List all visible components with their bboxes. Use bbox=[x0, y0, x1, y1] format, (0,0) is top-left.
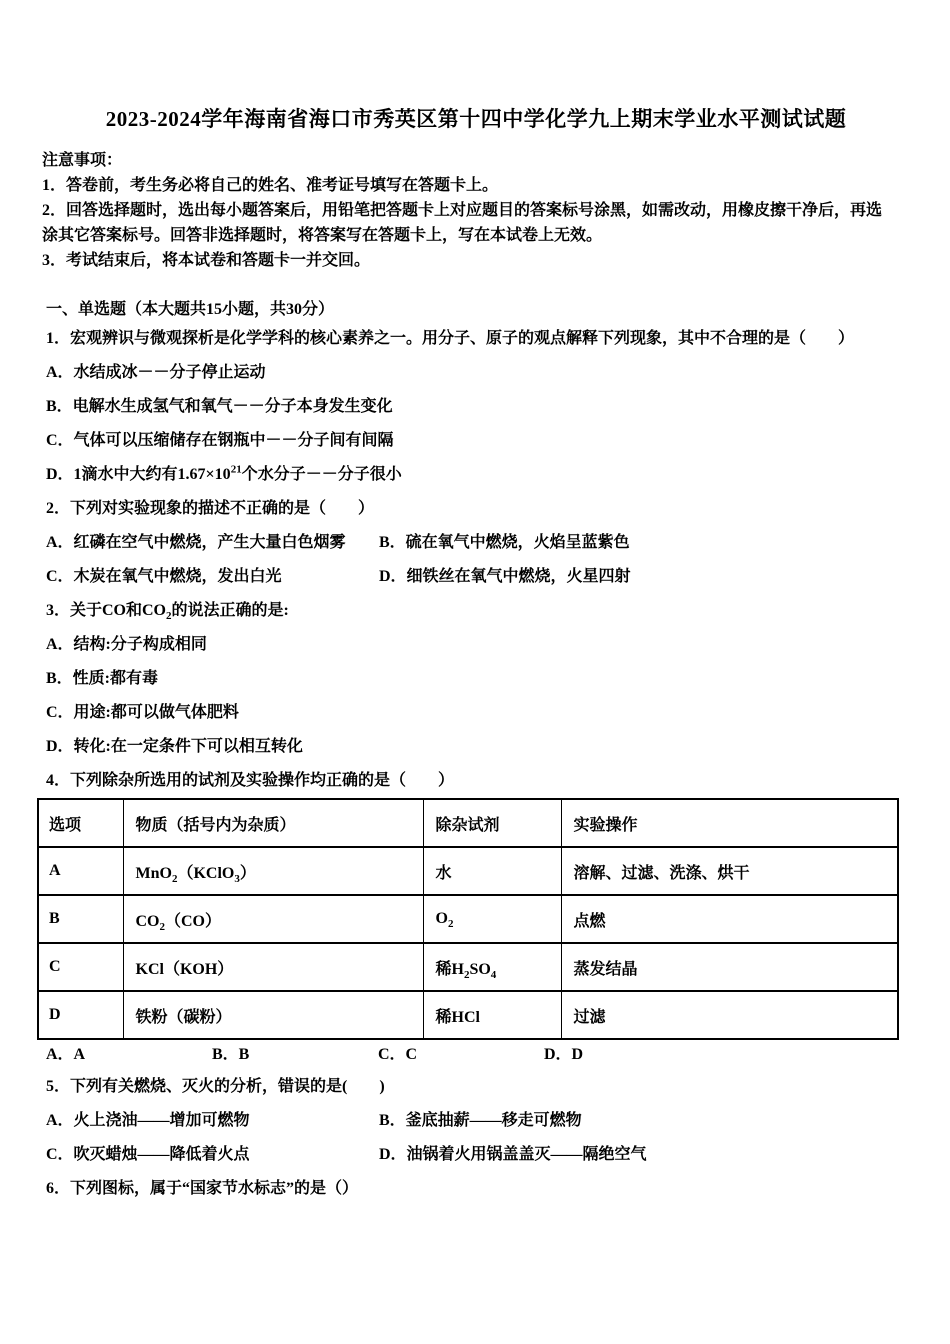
table-cell: 水 bbox=[423, 847, 561, 895]
table-cell: 稀HCl bbox=[423, 991, 561, 1039]
question-3-option-a: A．结构:分子构成相同 bbox=[46, 636, 207, 653]
question-3-option-b: B．性质:都有毒 bbox=[46, 670, 159, 687]
question-1-option-b: B．电解水生成氢气和氧气－－分子本身发生变化 bbox=[46, 398, 393, 415]
table-cell: D bbox=[38, 991, 123, 1039]
question-3-option-d: D．转化:在一定条件下可以相互转化 bbox=[46, 738, 303, 755]
section-heading: 一、单选题（本大题共15小题，共30分） bbox=[46, 301, 335, 318]
question-2-option-a: A．红磷在空气中燃烧，产生大量白色烟雾 bbox=[46, 534, 346, 551]
table-cell: 稀$H_2SO_4$ bbox=[423, 943, 561, 991]
notice-section bbox=[42, 148, 888, 273]
notice-heading: 注意事项： bbox=[42, 152, 123, 169]
question-2-option-d: D．细铁丝在氧气中燃烧，火星四射 bbox=[379, 568, 631, 585]
notice-item-3: 3．考试结束后，将本试卷和答题卡一并交回。 bbox=[42, 252, 371, 269]
table-cell: 溶解、过滤、洗涤、烘干 bbox=[561, 847, 898, 895]
table-cell: 过滤 bbox=[561, 991, 898, 1039]
table-cell: 铁粉（碳粉） bbox=[123, 991, 423, 1039]
table-header-reagent: 除杂试剂 bbox=[423, 799, 561, 847]
table-row-b bbox=[38, 895, 898, 943]
question-5-option-a: A．火上浇油——增加可燃物 bbox=[46, 1112, 250, 1129]
table-cell: $O_2$ bbox=[423, 895, 561, 943]
table-cell: C bbox=[38, 943, 123, 991]
question-4-table bbox=[37, 798, 899, 1040]
question-2-option-b: B．硫在氧气中燃烧，火焰呈蓝紫色 bbox=[379, 534, 630, 551]
question-5-option-c: C．吹灭蜡烛——降低着火点 bbox=[46, 1146, 250, 1163]
question-4-answer-b: B．B bbox=[212, 1046, 250, 1063]
table-row-d bbox=[38, 991, 898, 1039]
question-3-option-c: C．用途:都可以做气体肥料 bbox=[46, 704, 239, 721]
question-1-option-d: D．1滴水中大约有$1.67\times 10^{21}$个水分子－－分子很小 bbox=[46, 463, 402, 483]
question-1-option-a: A．水结成冰－－分子停止运动 bbox=[46, 364, 266, 381]
table-header-substance: 物质（括号内为杂质） bbox=[123, 799, 423, 847]
notice-item-2: 2．回答选择题时，选出每小题答案后，用铅笔把答题卡上对应题目的答案标号涂黑，如需改动，用橡皮擦干净后，再选涂其它答案标号。回答非选择题时，将答案写在答题卡上，写在本试卷上无效。 bbox=[42, 202, 883, 244]
question-4-stem: 4．下列除杂所选用的试剂及实验操作均正确的是（ ） bbox=[46, 772, 455, 789]
table-row-c bbox=[38, 943, 898, 991]
question-5-options-row-2 bbox=[46, 1138, 910, 1172]
question-2-stem: 2．下列对实验现象的描述不正确的是（ ） bbox=[46, 500, 375, 517]
question-4-answer-a: A．A bbox=[46, 1046, 86, 1063]
notice-item-1: 1．答卷前，考生务必将自己的姓名、准考证号填写在答题卡上。 bbox=[42, 177, 499, 194]
question-2-option-c: C．木炭在氧气中燃烧，发出白光 bbox=[46, 568, 282, 585]
question-6-stem: 6．下列图标，属于“国家节水标志”的是（） bbox=[46, 1180, 359, 1197]
table-cell: $CO_2(CO)$ bbox=[123, 895, 423, 943]
question-5-options-row-1 bbox=[46, 1104, 910, 1138]
table-cell: 蒸发结晶 bbox=[561, 943, 898, 991]
table-cell: A bbox=[38, 847, 123, 895]
question-1-stem: 1．宏观辨识与微观探析是化学学科的核心素养之一。用分子、原子的观点解释下列现象，其中不合理的是（ ） bbox=[46, 330, 855, 347]
question-5-option-b: B．釜底抽薪——移走可燃物 bbox=[379, 1112, 582, 1129]
table-cell: MnO$_2$（KClO$_3$） bbox=[123, 847, 423, 895]
table-header-row bbox=[38, 799, 898, 847]
page-title: 2023-2024学年海南省海口市秀英区第十四中学化学九上期末学业水平测试试题 bbox=[105, 107, 847, 131]
question-4-answer-d: D．D bbox=[544, 1046, 584, 1063]
table-cell: 点燃 bbox=[561, 895, 898, 943]
table-row-a bbox=[38, 847, 898, 895]
table-header-option: 选项 bbox=[49, 816, 82, 834]
question-2-options-row-2 bbox=[46, 560, 910, 594]
question-5-option-d: D．油锅着火用锅盖盖灭——隔绝空气 bbox=[379, 1146, 647, 1163]
table-cell: B bbox=[38, 895, 123, 943]
table-cell: KCl（KOH） bbox=[123, 943, 423, 991]
question-3-stem: 3．关于CO和$CO_2$的说法正确的是: bbox=[46, 602, 289, 623]
question-1-option-c: C．气体可以压缩储存在钢瓶中－－分子间有间隔 bbox=[46, 432, 394, 449]
question-4-answers-row bbox=[46, 1040, 910, 1070]
question-4-answer-c: C．C bbox=[378, 1046, 418, 1063]
question-2-options-row-1 bbox=[46, 526, 910, 560]
table-header-operation: 实验操作 bbox=[561, 799, 898, 847]
question-5-stem: 5．下列有关燃烧、灭火的分析，错误的是( ) bbox=[46, 1078, 385, 1095]
